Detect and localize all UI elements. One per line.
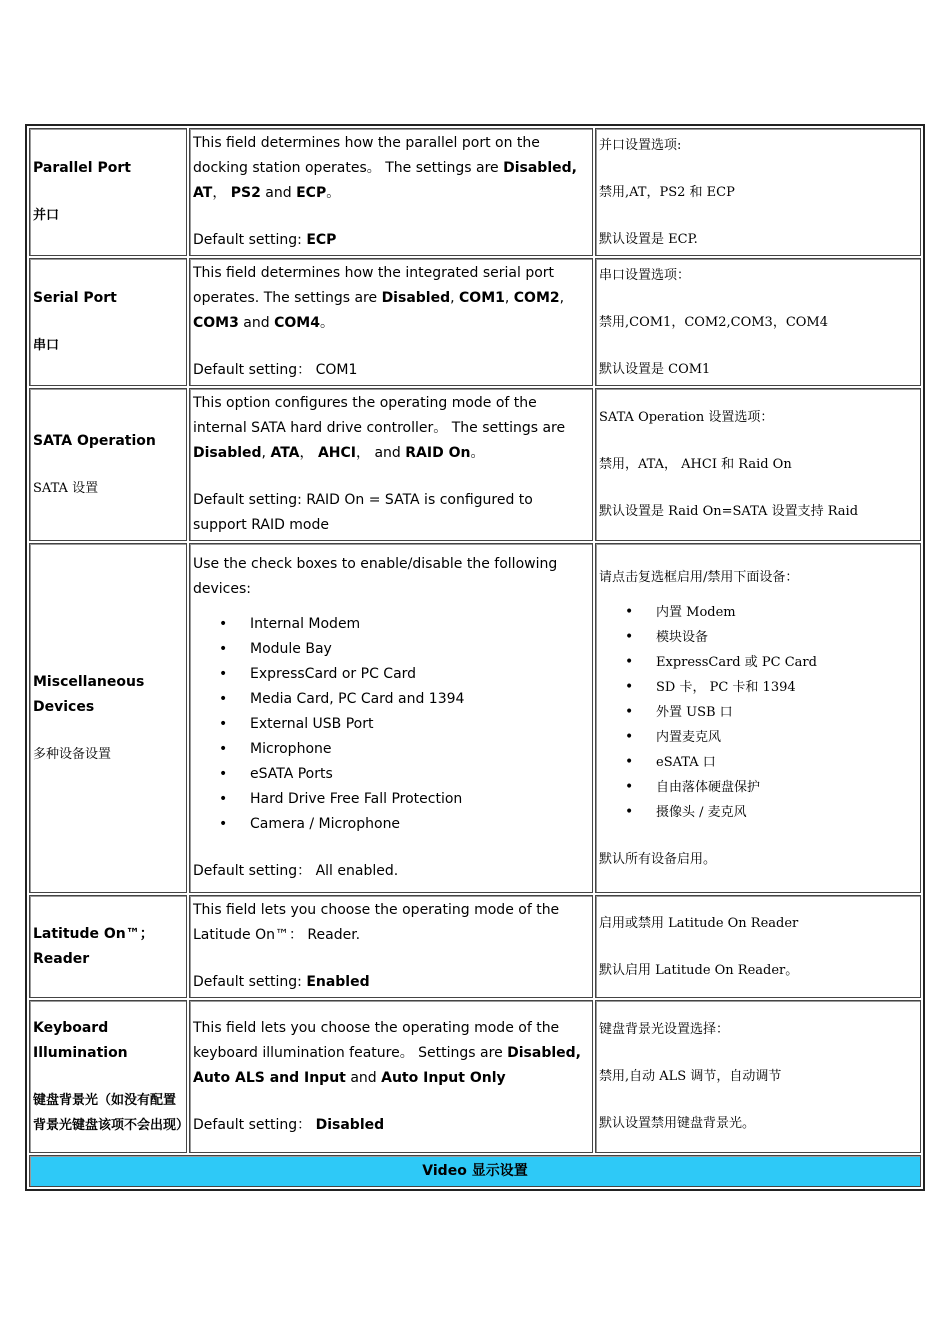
default-setting: Default setting: ECP — [193, 232, 337, 248]
setting-description: This field lets you choose the operating mode of the Latitude On™： Reader. — [193, 902, 560, 943]
setting-description: This field determines how the integrated serial port operates. The settings are Disabled, COM1, COM2, COM3 and COM4。 — [193, 265, 565, 331]
setting-name-cn: 串口 — [33, 338, 60, 353]
setting-name-cell — [29, 895, 187, 998]
setting-description-cell — [189, 258, 593, 386]
cn-default: 默认设置是 COM1 — [599, 361, 711, 377]
setting-description: Use the check boxes to enable/disable the following devices: — [193, 556, 558, 597]
default-setting: Default setting: RAID On = SATA is configured to support RAID mode — [193, 492, 533, 533]
setting-name: SATA Operation — [33, 432, 156, 449]
setting-name: Miscellaneous Devices — [33, 673, 145, 715]
table-row — [29, 128, 921, 256]
list-item: • Internal Modem — [250, 612, 589, 637]
cn-default: 默认设置禁用键盘背景光。 — [599, 1116, 756, 1131]
settings-table-container — [25, 124, 925, 1191]
setting-name-cn: 多种设备设置 — [33, 746, 112, 762]
cn-options-list: 禁用，ATA， AHCI 和 Raid On — [599, 457, 792, 472]
list-item: • eSATA Ports — [250, 762, 589, 787]
list-item: • 内置 Modem — [656, 600, 917, 625]
setting-description: This field lets you choose the operating mode of the keyboard illumination feature。 Settings are Disabled, Auto ALS and Input and Auto Input Only — [193, 1019, 581, 1086]
setting-description-cell — [189, 128, 593, 256]
setting-name-cell — [29, 128, 187, 256]
list-item: • External USB Port — [250, 712, 589, 737]
list-item: • Media Card, PC Card and 1394 — [250, 687, 589, 712]
list-item: • Module Bay — [250, 637, 589, 662]
table-row — [29, 388, 921, 541]
setting-name-cn: 并口 — [33, 208, 60, 223]
setting-cn-cell — [595, 543, 921, 893]
setting-description-cell — [189, 543, 593, 893]
default-setting: Default setting： COM1 — [193, 362, 358, 378]
cn-options: SATA Operation 设置选项： — [599, 410, 774, 425]
cn-default: 默认设置是 Raid On=SATA 设置支持 Raid — [599, 504, 859, 519]
table-row — [29, 258, 921, 386]
setting-description-cell — [189, 895, 593, 998]
default-setting: Default setting： All enabled. — [193, 863, 399, 879]
default-setting: Default setting: Enabled — [193, 974, 370, 990]
cn-options: 启用或禁用 Latitude On Reader — [599, 915, 799, 931]
list-item: • 外置 USB 口 — [656, 700, 917, 725]
section-header: Video 显示设置 — [29, 1155, 921, 1187]
setting-description-cell — [189, 388, 593, 541]
table-row — [29, 543, 921, 893]
setting-name: Latitude On™； Reader — [33, 925, 154, 967]
list-item: • SD 卡， PC 卡和 1394 — [656, 675, 917, 700]
setting-description: This field determines how the parallel port on the docking station operates。 The settings are Disabled, AT， PS2 and ECP。 — [193, 135, 577, 201]
cn-options: 并口设置选项: — [599, 137, 682, 153]
cn-options-list: 禁用,自动 ALS 调节，自动调节 — [599, 1069, 782, 1084]
setting-name-cell — [29, 388, 187, 541]
setting-cn-cell — [595, 895, 921, 998]
setting-name: Parallel Port — [33, 160, 131, 176]
setting-name-cn: 键盘背景光（如没有配置背景光键盘该项不会出现） — [33, 1092, 190, 1133]
cn-device-list — [599, 600, 917, 825]
setting-name-cell — [29, 543, 187, 893]
setting-cn-cell — [595, 258, 921, 386]
table-row — [29, 895, 921, 998]
list-item: • 模块设备 — [656, 625, 917, 650]
cn-default: 默认设置是 ECP. — [599, 231, 698, 247]
default-setting: Default setting： Disabled — [193, 1116, 385, 1133]
table-row — [29, 1000, 921, 1153]
list-item: • Camera / Microphone — [250, 812, 589, 837]
setting-name-cell — [29, 1000, 190, 1153]
cn-intro: 请点击复选框启用/禁用下面设备： — [599, 569, 799, 585]
cn-options: 串口设置选项： — [599, 267, 691, 283]
settings-table — [27, 126, 923, 1189]
setting-cn-cell — [595, 1000, 921, 1153]
list-item: • 内置麦克风 — [656, 725, 917, 750]
device-list — [193, 612, 589, 837]
setting-description: This option configures the operating mode of the internal SATA hard drive controller。 The settings are Disabled, ATA， AHCI， and RAID On。 — [193, 395, 566, 461]
cn-options-list: 禁用,COM1，COM2,COM3，COM4 — [599, 314, 829, 330]
setting-name-cell — [29, 258, 187, 386]
cn-default: 默认启用 Latitude On Reader。 — [599, 962, 799, 978]
setting-name-cn: SATA 设置 — [33, 480, 99, 496]
cn-options-list: 禁用,AT，PS2 和 ECP — [599, 184, 735, 200]
list-item: • ExpressCard 或 PC Card — [656, 650, 917, 675]
list-item: • ExpressCard or PC Card — [250, 662, 589, 687]
setting-cn-cell — [595, 128, 921, 256]
setting-cn-cell — [595, 388, 921, 541]
list-item: • 自由落体硬盘保护 — [656, 775, 917, 800]
setting-name: Serial Port — [33, 290, 117, 306]
cn-default: 默认所有设备启用。 — [599, 851, 717, 867]
setting-name: Keyboard Illumination — [33, 1019, 128, 1061]
list-item: • Microphone — [250, 737, 589, 762]
cn-options: 键盘背景光设置选择： — [599, 1022, 730, 1037]
setting-description-cell — [189, 1000, 593, 1153]
list-item: • Hard Drive Free Fall Protection — [250, 787, 589, 812]
list-item: • eSATA 口 — [656, 750, 917, 775]
section-header-row — [29, 1155, 921, 1187]
list-item: • 摄像头 / 麦克风 — [656, 800, 917, 825]
